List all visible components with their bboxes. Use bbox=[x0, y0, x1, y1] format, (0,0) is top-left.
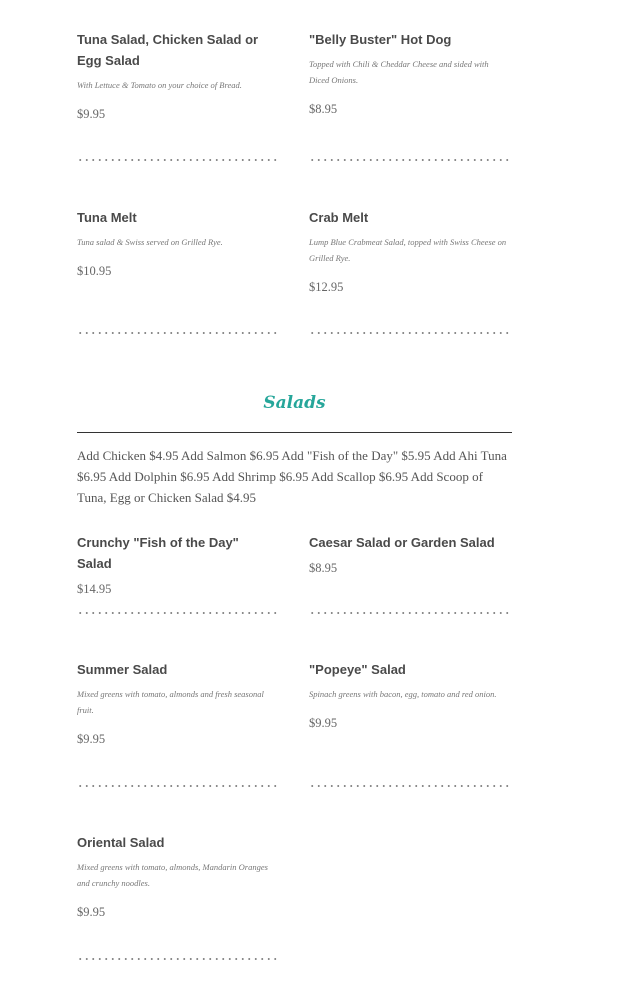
menu-item-summer-salad bbox=[77, 659, 277, 747]
menu-item-price: $8.95 bbox=[309, 102, 338, 116]
menu-item-name: Crunchy "Fish of the Day" Salad bbox=[77, 535, 239, 571]
menu-item-price: $9.95 bbox=[77, 905, 106, 919]
dotted-divider bbox=[77, 609, 277, 617]
menu-item-name: Summer Salad bbox=[77, 662, 168, 677]
menu-item-name: Tuna Salad, Chicken Salad or Egg Salad bbox=[77, 32, 259, 68]
menu-item-description: Mixed greens with tomato, almonds, Mandarin Oranges and crunchy noodles. bbox=[77, 862, 268, 888]
menu-item-description: Tuna salad & Swiss served on Grilled Rye. bbox=[77, 237, 223, 247]
section-title-salads: Salads bbox=[263, 393, 326, 413]
menu-item-caesar-salad bbox=[309, 532, 509, 576]
section-divider bbox=[77, 432, 512, 433]
menu-item-name: "Popeye" Salad bbox=[309, 662, 406, 677]
menu-item-description: Mixed greens with tomato, almonds and fresh seasonal fruit. bbox=[77, 689, 264, 715]
menu-item-name: Caesar Salad or Garden Salad bbox=[309, 535, 495, 550]
dotted-divider bbox=[309, 329, 509, 337]
menu-item-oriental-salad bbox=[77, 832, 277, 920]
menu-item-name: Oriental Salad bbox=[77, 835, 165, 850]
dotted-divider bbox=[309, 156, 509, 164]
menu-item-name: Crab Melt bbox=[309, 210, 369, 225]
dotted-divider bbox=[77, 782, 277, 790]
menu-item-name: Tuna Melt bbox=[77, 210, 137, 225]
menu-item-price: $9.95 bbox=[309, 716, 338, 730]
menu-item-name: "Belly Buster" Hot Dog bbox=[309, 32, 452, 47]
dotted-divider bbox=[309, 609, 509, 617]
menu-item-price: $9.95 bbox=[77, 107, 106, 121]
salad-addons-note: Add Chicken $4.95 Add Salmon $6.95 Add "Fish of the Day" $5.95 Add Ahi Tuna $6.95 Add Dolphin $6.95 Add Shrimp $6.95 Add Scallop $6.95 Add Scoop of Tuna, Egg or Chicken Salad $4.95 bbox=[77, 448, 507, 505]
menu-item-price: $9.95 bbox=[77, 732, 106, 746]
menu-item-crunchy-salad bbox=[77, 532, 277, 597]
menu-item-crab-melt bbox=[309, 207, 509, 295]
menu-item-description: Lump Blue Crabmeat Salad, topped with Swiss Cheese on Grilled Rye. bbox=[309, 237, 507, 263]
menu-item-tuna-salad bbox=[77, 29, 277, 122]
menu-item-price: $8.95 bbox=[309, 561, 338, 575]
menu-item-tuna-melt bbox=[77, 207, 277, 279]
menu-item-price: $14.95 bbox=[77, 582, 112, 596]
dotted-divider bbox=[77, 955, 277, 963]
menu-item-price: $12.95 bbox=[309, 280, 344, 294]
dotted-divider bbox=[77, 329, 277, 337]
menu-item-description: Spinach greens with bacon, egg, tomato and red onion. bbox=[309, 689, 497, 699]
menu-item-description: Topped with Chili & Cheddar Cheese and sided with Diced Onions. bbox=[309, 59, 489, 85]
menu-item-popeye-salad bbox=[309, 659, 509, 731]
dotted-divider bbox=[77, 156, 277, 164]
menu-item-price: $10.95 bbox=[77, 264, 112, 278]
dotted-divider bbox=[309, 782, 509, 790]
menu-item-description: With Lettuce & Tomato on your choice of Bread. bbox=[77, 80, 242, 90]
menu-item-hot-dog bbox=[309, 29, 509, 117]
